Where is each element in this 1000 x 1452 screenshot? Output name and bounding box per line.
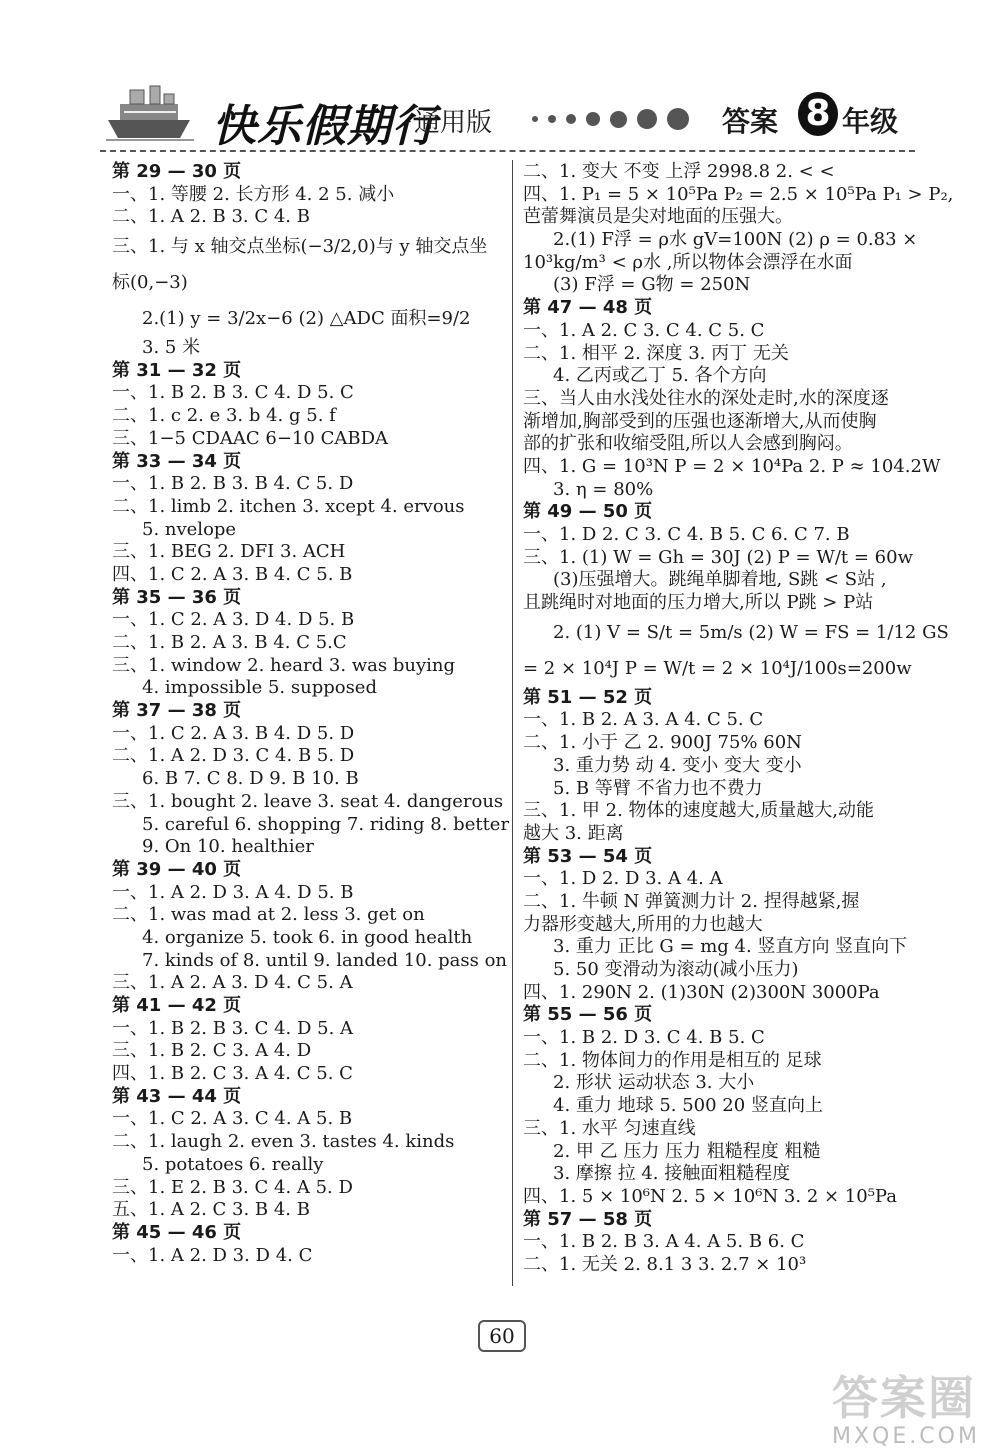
answer-line: 三、1. B 2. C 3. A 4. D xyxy=(112,1040,312,1062)
answer-line: 5. careful 6. shopping 7. riding 8. better xyxy=(142,813,510,835)
header-dashed-rule xyxy=(100,150,915,152)
answer-line: 越大 3. 距离 xyxy=(523,822,624,844)
answer-line: 一、1. B 2. D 3. C 4. B 5. C xyxy=(523,1027,765,1049)
answer-line: 二、1. B 2. A 3. B 4. C 5.C xyxy=(112,632,347,653)
answer-line: 芭蕾舞演员是尖对地面的压强大。 xyxy=(523,206,793,228)
answer-line: 一、1. C 2. A 3. C 4. A 5. B xyxy=(112,1108,353,1130)
answer-line: 一、1. C 2. A 3. D 4. D 5. B xyxy=(112,609,355,631)
answer-line: 且跳绳时对地面的压力增大,所以 P跳 > P站 xyxy=(523,592,874,614)
page-range-heading: 第 45 — 46 页 xyxy=(112,1221,242,1243)
watermark xyxy=(832,1362,980,1449)
answer-line: 2. 形状 运动状态 3. 大小 xyxy=(553,1072,755,1094)
answer-line: 6. B 7. C 8. D 9. B 10. B xyxy=(142,768,359,790)
answer-line: 二、1. 牛顿 N 弹簧测力计 2. 捏得越紧,握 xyxy=(523,890,860,912)
answer-line: 7. kinds of 8. until 9. landed 10. pass on xyxy=(142,949,508,971)
grade-label: 年级 xyxy=(842,105,899,138)
answer-line: 10³kg/m³ < ρ水 ,所以物体会漂浮在水面 xyxy=(523,251,853,273)
page-range-heading: 第 57 — 58 页 xyxy=(523,1208,653,1230)
answer-line: 四、1. C 2. A 3. B 4. C 5. B xyxy=(112,563,353,585)
page-range-heading: 第 43 — 44 页 xyxy=(112,1085,242,1107)
brand-title: 快乐假期行 xyxy=(212,101,437,152)
answer-line: 一、1. B 2. B 3. A 4. A 5. B 6. C xyxy=(523,1231,805,1253)
answer-line: 4. organize 5. took 6. in good health xyxy=(142,926,473,948)
answer-line: 二、1. 小于 乙 2. 900J 75% 60N xyxy=(523,732,802,754)
page-range-heading: 第 41 — 42 页 xyxy=(112,995,242,1016)
page-range-heading: 第 29 — 30 页 xyxy=(112,161,242,182)
answer-line: 一、1. 等腰 2. 长方形 4. 2 5. 减小 xyxy=(112,183,395,205)
edition-label: 通用版 xyxy=(414,108,493,138)
answer-line: 一、1. A 2. D 3. A 4. D 5. B xyxy=(112,881,354,903)
answer-line: 五、1. A 2. C 3. B 4. B xyxy=(112,1199,310,1221)
answer-line: 三、1−5 CDAAC 6−10 CABDA xyxy=(112,427,388,449)
watermark-logo: 答案圈 xyxy=(832,1371,976,1425)
answer-line: 三、1. BEG 2. DFI 3. ACH xyxy=(112,541,346,563)
book-header xyxy=(100,78,900,150)
answer-line: 标(0,−3) xyxy=(112,272,188,294)
answer-line: 4. 重力 地球 5. 500 20 竖直向上 xyxy=(553,1095,823,1117)
page-range-heading: 第 49 — 50 页 xyxy=(523,501,653,523)
answer-line: 三、1. (1) W = Gh = 30J (2) P = W/t = 60w xyxy=(523,546,913,568)
answer-line: 力器形变越大,所用的力也越大 xyxy=(523,913,763,935)
answer-line: 四、1. B 2. C 3. A 4. C 5. C xyxy=(112,1063,353,1085)
answer-line: 三、1. A 2. A 3. D 4. C 5. A xyxy=(112,972,353,994)
page-range-heading: 第 39 — 40 页 xyxy=(112,858,242,880)
watermark-url: MXQE.COM xyxy=(832,1424,980,1449)
page-range-heading: 第 33 — 34 页 xyxy=(112,450,242,472)
page-range-heading: 第 51 — 52 页 xyxy=(523,686,653,708)
answer-line: 二、1. 变大 不变 上浮 2998.8 2. < < xyxy=(523,161,835,182)
answer-line: 3. 摩擦 拉 4. 接触面粗糙程度 xyxy=(553,1163,791,1185)
answer-line: 9. On 10. healthier xyxy=(142,836,314,858)
answer-line: 三、1. 甲 2. 物体的速度越大,质量越大,动能 xyxy=(523,800,874,822)
answer-line: 3. 重力势 动 4. 变小 变大 变小 xyxy=(553,754,802,776)
answer-line: 3. 重力 正比 G = mg 4. 竖直方向 竖直向下 xyxy=(553,936,908,958)
answer-line: (3) F浮 = G物 = 250N xyxy=(553,274,751,296)
answer-line: 三、1. window 2. heard 3. was buying xyxy=(112,654,456,676)
answer-line: 2.(1) F浮 = ρ水 gV=100N (2) ρ = 0.83 × xyxy=(553,229,918,251)
answer-line: 一、1. B 2. B 3. C 4. D 5. A xyxy=(112,1017,354,1039)
answer-line: 二、1. limb 2. itchen 3. xcept 4. ervous xyxy=(112,495,465,517)
answer-line: 二、1. 物体间力的作用是相互的 足球 xyxy=(523,1049,822,1071)
answer-line: = 2 × 10⁴J P = W/t = 2 × 10⁴J/100s=200w xyxy=(523,657,912,679)
answer-line: 3. 5 米 xyxy=(142,337,201,359)
answer-line: 一、1. B 2. B 3. B 4. C 5. D xyxy=(112,473,354,495)
answer-line: 二、1. laugh 2. even 3. tastes 4. kinds xyxy=(112,1131,455,1153)
page-range-heading: 第 53 — 54 页 xyxy=(523,845,653,867)
answer-line: 2. (1) V = S/t = 5m/s (2) W = FS = 1/12 GS xyxy=(553,621,949,643)
answer-line: 2.(1) y = 3/2x−6 (2) △ADC 面积=9/2 xyxy=(142,308,471,330)
answer-line: (3)压强增大。跳绳单脚着地, S跳 < S站 , xyxy=(553,569,887,591)
page-range-heading: 第 47 — 48 页 xyxy=(523,297,653,319)
answer-line: 二、1. was mad at 2. less 3. get on xyxy=(112,904,425,926)
answer-line: 5. B 等臂 不省力也不费力 xyxy=(553,777,763,799)
answer-line: 二、1. 无关 2. 8.1 3 3. 2.7 × 10³ xyxy=(523,1253,807,1275)
answer-line: 二、1. 相平 2. 深度 3. 丙丁 无关 xyxy=(523,342,789,364)
answer-line: 5. nvelope xyxy=(142,518,237,540)
answer-line: 2. 甲 乙 压力 压力 粗糙程度 粗糙 xyxy=(553,1140,821,1162)
answer-line: 3. η = 80% xyxy=(553,478,654,500)
page-range-heading: 第 55 — 56 页 xyxy=(523,1004,653,1026)
answer-line: 4. impossible 5. supposed xyxy=(142,677,377,699)
answer-line: 三、1. 水平 匀速直线 xyxy=(523,1117,696,1139)
answer-line: 4. 乙丙或乙丁 5. 各个方向 xyxy=(553,365,767,387)
right-answer-column xyxy=(523,161,954,1277)
answer-line: 渐增加,胸部受到的压强也逐渐增大,从而使胸 xyxy=(523,410,877,432)
answer-line: 四、1. 5 × 10⁶N 2. 5 × 10⁶N 3. 2 × 10⁵Pa xyxy=(523,1185,897,1207)
answers-label: 答案 xyxy=(722,105,779,138)
ship-icon xyxy=(106,84,196,142)
answer-line: 二、1. A 2. D 3. C 4. B 5. D xyxy=(112,745,355,767)
decorative-dots xyxy=(532,108,712,132)
left-answer-column xyxy=(112,161,510,1267)
answer-line: 一、1. D 2. D 3. A 4. A xyxy=(523,868,723,890)
answer-line: 5. 50 变滑动为滚动(减小压力) xyxy=(553,959,799,980)
answer-line: 三、1. bought 2. leave 3. seat 4. dangerous xyxy=(112,790,504,812)
answer-line: 部的扩张和收缩受阻,所以人会感到胸闷。 xyxy=(523,433,853,455)
page-range-heading: 第 31 — 32 页 xyxy=(112,359,242,381)
grade-number-badge: 8 xyxy=(798,92,838,136)
answer-line: 一、1. B 2. B 3. C 4. D 5. C xyxy=(112,382,354,404)
answer-line: 5. potatoes 6. really xyxy=(142,1153,324,1175)
answer-line: 一、1. B 2. A 3. A 4. C 5. C xyxy=(523,709,764,731)
column-divider xyxy=(512,160,513,1286)
answer-line: 一、1. A 2. C 3. C 4. C 5. C xyxy=(523,319,765,341)
answer-line: 二、1. A 2. B 3. C 4. B xyxy=(112,206,310,228)
answer-line: 四、1. 290N 2. (1)30N (2)300N 3000Pa xyxy=(523,981,880,1003)
page-range-heading: 第 37 — 38 页 xyxy=(112,700,242,722)
answer-line: 三、1. E 2. B 3. C 4. A 5. D xyxy=(112,1176,353,1198)
answer-line: 二、1. c 2. e 3. b 4. g 5. f xyxy=(112,405,336,427)
answer-line: 四、1. G = 10³N P = 2 × 10⁴Pa 2. P ≈ 104.2W xyxy=(523,455,941,477)
answer-line: 一、1. D 2. C 3. C 4. B 5. C 6. C 7. B xyxy=(523,524,850,545)
answer-line: 三、1. 与 x 轴交点坐标(−3/2,0)与 y 轴交点坐 xyxy=(112,236,488,258)
answer-line: 四、1. P₁ = 5 × 10⁵Pa P₂ = 2.5 × 10⁵Pa P₁ > P₂, xyxy=(523,183,954,205)
page-number: 60 xyxy=(478,1320,526,1352)
page-range-heading: 第 35 — 36 页 xyxy=(112,586,242,608)
answer-line: 一、1. A 2. D 3. D 4. C xyxy=(112,1244,313,1266)
answer-line: 三、当人由水浅处往水的深处走时,水的深度逐 xyxy=(523,387,889,409)
answer-line: 一、1. C 2. A 3. B 4. D 5. D xyxy=(112,722,355,744)
